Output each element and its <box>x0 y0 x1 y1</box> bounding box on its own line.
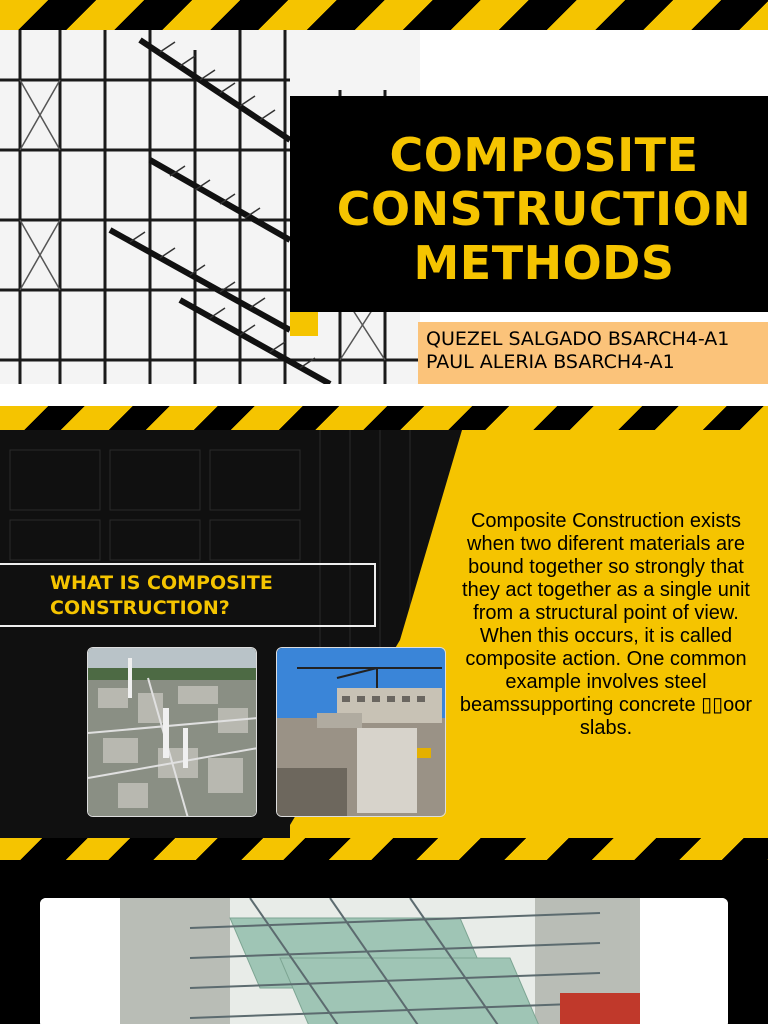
definition-text: Composite Construction exists when two diferent materials are bound together so strongly that they act together as a single unit from a structural point of view. When this occurs, it is called composite action. One common example involves steel beamssupporting concrete ▯▯oor slabs. <box>459 510 753 739</box>
title-line: METHODS <box>413 236 675 290</box>
authors-box <box>418 322 768 386</box>
question-heading-box <box>0 563 376 627</box>
hazard-stripe-bottom <box>0 838 768 860</box>
author-line: PAUL ALERIA BSARCH4-A1 <box>426 351 675 373</box>
industrial-plant-aerial-photo <box>87 647 257 817</box>
composite-floor-slab-diagram <box>40 898 728 1024</box>
page-title <box>320 128 768 290</box>
hazard-stripe-top <box>0 0 768 30</box>
definition-section <box>0 430 768 838</box>
question-line: WHAT IS COMPOSITE <box>50 572 273 594</box>
construction-site-crane-photo <box>276 647 446 817</box>
question-line: CONSTRUCTION? <box>50 597 230 619</box>
title-line: COMPOSITE <box>389 128 699 182</box>
title-line: CONSTRUCTION <box>336 182 752 236</box>
divider-band <box>0 384 768 406</box>
hazard-stripe-middle <box>0 406 768 430</box>
author-line: QUEZEL SALGADO BSARCH4-A1 <box>426 328 730 350</box>
